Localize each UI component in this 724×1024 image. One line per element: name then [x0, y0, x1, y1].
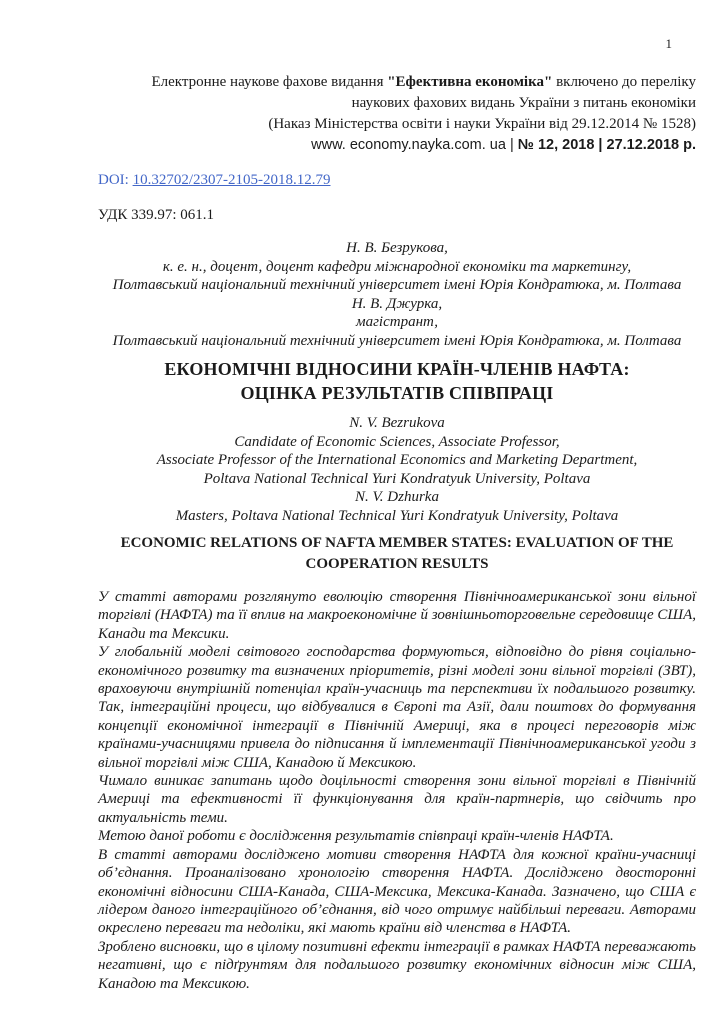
author-ua-name-1: Н. В. Безрукова, [346, 240, 448, 256]
article-title-ua [98, 357, 696, 405]
header-line-1 [98, 72, 696, 93]
author-en-name-2: N. V. Dzhurka [355, 489, 439, 505]
abstract-paragraph: Метою даної роботи є дослідження результатів співпраці країн-членів НАФТА. [98, 828, 614, 845]
authors-ua [98, 239, 696, 350]
header-separator: | [505, 137, 518, 153]
header-line-3: (Наказ Міністерства освіти і науки України від 29.12.2014 № 1528) [268, 116, 696, 132]
author-ua-affiliation-2: Полтавський національний технічний університет імені Юрія Кондратюка, м. Полтава [112, 332, 682, 349]
author-en-affiliation-1: Poltava National Technical Yuri Kondratyuk University, Poltava [203, 470, 591, 487]
doi-line [98, 171, 696, 190]
doi-link[interactable]: 10.32702/2307-2105-2018.12.79 [132, 172, 331, 188]
header-line-2: наукових фахових видань України з питань економіки [351, 95, 696, 111]
issue-and-date: № 12, 2018 | 27.12.2018 р. [517, 137, 696, 153]
doi-label: DOI: [98, 172, 133, 188]
abstract-paragraph: Чимало виникає запитань щодо доцільності створення зони вільної торгівлі в Північній Америці та ефективності її функціонування для країн-партнерів, що свідчить про актуальність теми. [98, 773, 696, 826]
udc-code: УДК 339.97: 061.1 [98, 207, 215, 223]
author-ua-name-2: Н. В. Джурка, [351, 295, 443, 312]
page-number: 1 [665, 36, 672, 51]
author-ua-affiliation-1: Полтавський національний технічний університет імені Юрія Кондратюка, м. Полтава [112, 277, 682, 293]
article-title-ua-line-2: ОЦІНКА РЕЗУЛЬТАТІВ СПІВПРАЦІ [240, 383, 554, 403]
abstract-paragraph: Зроблено висновки, що в цілому позитивні ефекти інтеграції в рамках НАФТА переважають негативні, що є підґрунтям для подальшого розвитку економічних відносин між США, Канадою та Мексикою. [98, 938, 696, 992]
article-title-en-line-2: COOPERATION RESULTS [305, 556, 489, 572]
article-title-en [98, 533, 696, 575]
author-en-degree-1: Candidate of Economic Sciences, Associate Professor, [234, 433, 560, 450]
journal-site-url: www. economy.nayka.com. ua [311, 137, 506, 153]
abstract-paragraph: У статті авторами розглянуто еволюцію створення Північноамериканської зони вільної торгівлі (НАФТА) та її вплив на макроекономічне й зовнішньоторговельне середовище США, Канади та Мексики. [98, 589, 696, 642]
header-site-line [98, 135, 696, 156]
header-line-1-post: включено до переліку [552, 74, 696, 90]
abstract-paragraph: В статті авторами досліджено мотиви створення НАФТА для кожної країни-учасниці об’єднання. Проаналізовано хронологію створення НАФТА. Досліджено двосторонні економічні відносини США-Канада, США-Мексика, Мексика-Канада. Зазначено, що США є лідером даного інтеграційного об’єднання, від чого отримує найбільші переваги. Авторами окреслено переваги та недоліки, які мають країни від членства в НАФТА. [98, 846, 696, 937]
journal-header [98, 72, 696, 156]
authors-en [98, 414, 696, 525]
author-en-position-1: Associate Professor of the International Economics and Marketing Department, [156, 452, 638, 468]
abstract [98, 588, 696, 993]
author-en-name-1: N. V. Bezrukova [349, 415, 445, 431]
abstract-paragraph: У глобальній моделі світового господарства формуються, відповідно до рівня соціально-економічного розвитку та визначених пріоритетів, різні моделі зони вільної торгівлі (ЗВТ), враховуючи внутрішній потенціал країн-учасниць та перспективи їх подальшого розвитку. Так, інтеграційні процеси, що відбувалися в Європі та Азії, дали поштовх до формування концепції економічної інтеграції в Північній Америці, яка в процесі переговорів між країнами-учасницями привела до підписання й імплементації Північноамериканської угоди з вільної торгівлі між США, Канадою й Мексикою. [98, 644, 696, 771]
author-en-affiliation-2: Masters, Poltava National Technical Yuri Kondratyuk University, Poltava [175, 507, 619, 524]
author-ua-degree-1: к. е. н., доцент, доцент кафедри міжнародної економіки та маркетингу, [162, 258, 632, 275]
article-title-en-line-1: ECONOMIC RELATIONS OF NAFTA MEMBER STATES: EVALUATION OF THE [120, 535, 674, 551]
article-title-ua-line-1: ЕКОНОМІЧНІ ВІДНОСИНИ КРАЇН-ЧЛЕНІВ НАФТА: [164, 359, 630, 379]
journal-name: "Ефективна економіка" [387, 74, 553, 90]
header-line-1-pre: Електронне наукове фахове видання [151, 74, 388, 90]
author-ua-degree-2: магістрант, [356, 314, 438, 330]
